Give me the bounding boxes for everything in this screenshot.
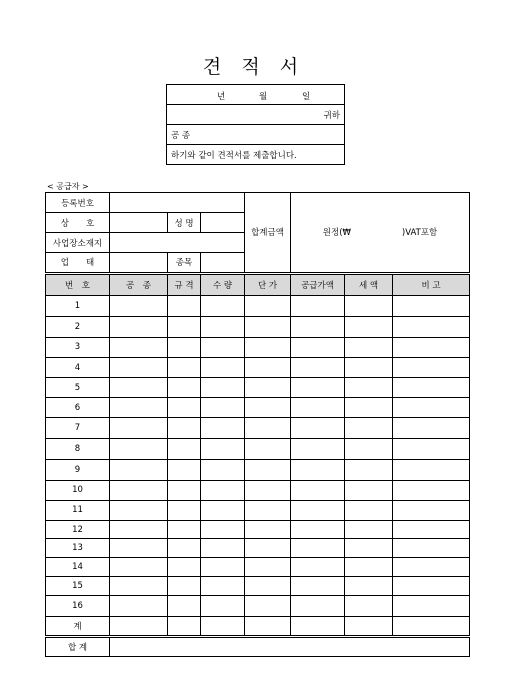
tax-cell[interactable] (345, 418, 393, 438)
row-number: 7 (46, 418, 110, 438)
supply-amount-cell[interactable] (291, 616, 345, 636)
row-number: 9 (46, 459, 110, 480)
tax-cell[interactable] (345, 500, 393, 520)
supply-amount-cell[interactable] (291, 378, 345, 398)
supply-amount-cell[interactable] (291, 480, 345, 500)
remarks-cell[interactable] (393, 316, 470, 337)
item-cell[interactable] (110, 316, 168, 337)
month-label: 월 (259, 92, 268, 102)
item-cell[interactable] (110, 500, 168, 520)
row-number: 14 (46, 558, 110, 577)
item-cell[interactable] (110, 358, 168, 378)
supplier-section-label: < 공급자 > (47, 182, 89, 191)
category-field[interactable] (201, 253, 245, 273)
remarks-cell[interactable] (393, 596, 470, 616)
reg-no-field[interactable] (110, 193, 245, 213)
remarks-cell[interactable] (393, 480, 470, 500)
row-number: 6 (46, 398, 110, 418)
table-row (46, 398, 470, 418)
quantity-cell[interactable] (201, 558, 245, 577)
spec-cell[interactable] (168, 459, 201, 480)
tax-cell[interactable] (345, 596, 393, 616)
col-tax: 세 액 (345, 273, 393, 295)
item-cell[interactable] (110, 521, 168, 539)
table-row (46, 539, 470, 558)
business-label: 업 태 (46, 253, 110, 273)
column-header-row (46, 273, 470, 295)
table-row (46, 521, 470, 539)
unit-price-cell[interactable] (245, 378, 291, 398)
quantity-cell[interactable] (201, 316, 245, 337)
address-field[interactable] (110, 233, 245, 253)
table-row (46, 358, 470, 378)
unit-price-cell[interactable] (245, 438, 291, 459)
row-number: 13 (46, 539, 110, 558)
remarks-cell[interactable] (393, 295, 470, 316)
col-unit-price: 단 가 (245, 273, 291, 295)
grand-total-label: 합 계 (46, 636, 110, 656)
tax-cell[interactable] (345, 295, 393, 316)
tax-cell[interactable] (345, 539, 393, 558)
item-cell[interactable] (110, 378, 168, 398)
row-number: 10 (46, 480, 110, 500)
supply-amount-cell[interactable] (291, 500, 345, 520)
year-label: 년 (217, 92, 226, 102)
date-cell[interactable] (167, 85, 345, 105)
table-row (46, 459, 470, 480)
unit-price-cell[interactable] (245, 577, 291, 596)
row-number: 3 (46, 337, 110, 357)
quantity-cell[interactable] (201, 378, 245, 398)
business-field[interactable] (110, 253, 168, 273)
spec-cell[interactable] (168, 616, 201, 636)
grand-total-field[interactable] (110, 636, 470, 656)
item-cell[interactable] (110, 459, 168, 480)
quantity-cell[interactable] (201, 577, 245, 596)
table-row (46, 337, 470, 357)
tax-cell[interactable] (345, 616, 393, 636)
remarks-cell[interactable] (393, 558, 470, 577)
spec-cell[interactable] (168, 596, 201, 616)
remarks-cell[interactable] (393, 459, 470, 480)
table-row (46, 295, 470, 316)
remarks-cell[interactable] (393, 358, 470, 378)
item-cell[interactable] (110, 418, 168, 438)
col-supply-amount: 공급가액 (291, 273, 345, 295)
quantity-cell[interactable] (201, 358, 245, 378)
unit-price-cell[interactable] (245, 337, 291, 357)
quantity-cell[interactable] (201, 480, 245, 500)
col-number: 번 호 (46, 273, 110, 295)
remarks-cell[interactable] (393, 378, 470, 398)
spec-cell[interactable] (168, 378, 201, 398)
unit-price-cell[interactable] (245, 418, 291, 438)
row-number: 15 (46, 577, 110, 596)
supply-amount-cell[interactable] (291, 418, 345, 438)
unit-price-cell[interactable] (245, 459, 291, 480)
quantity-cell[interactable] (201, 295, 245, 316)
supply-amount-cell[interactable] (291, 295, 345, 316)
tax-cell[interactable] (345, 480, 393, 500)
col-remarks: 비 고 (393, 273, 470, 295)
submit-cell (167, 145, 345, 165)
address-label: 사업장소재지 (46, 233, 110, 253)
unit-price-cell[interactable] (245, 500, 291, 520)
supply-amount-cell[interactable] (291, 337, 345, 357)
spec-cell[interactable] (168, 500, 201, 520)
table-row (46, 316, 470, 337)
recipient-suffix: 귀하 (323, 110, 340, 121)
row-number: 12 (46, 521, 110, 539)
spec-cell[interactable] (168, 577, 201, 596)
tax-cell[interactable] (345, 438, 393, 459)
item-cell[interactable] (110, 337, 168, 357)
supply-amount-cell[interactable] (291, 596, 345, 616)
row-number: 16 (46, 596, 110, 616)
unit-price-cell[interactable] (245, 480, 291, 500)
total-amount-field[interactable] (291, 193, 470, 274)
unit-price-cell[interactable] (245, 558, 291, 577)
item-rows (46, 295, 470, 636)
document-title: 견 적 서 (202, 56, 306, 78)
item-cell[interactable] (110, 398, 168, 418)
quantity-cell[interactable] (201, 438, 245, 459)
item-cell[interactable] (110, 596, 168, 616)
col-spec: 규 격 (168, 273, 201, 295)
quantity-cell[interactable] (201, 337, 245, 357)
remarks-cell[interactable] (393, 438, 470, 459)
unit-price-cell[interactable] (245, 398, 291, 418)
quantity-cell[interactable] (201, 418, 245, 438)
remarks-cell[interactable] (393, 577, 470, 596)
header-box (166, 84, 345, 165)
tax-cell[interactable] (345, 358, 393, 378)
grand-total-row (46, 636, 470, 656)
amount-text: 원정(₩ )VAT포함 (322, 228, 438, 239)
spec-cell[interactable] (168, 295, 201, 316)
remarks-cell[interactable] (393, 616, 470, 636)
item-cell[interactable] (110, 558, 168, 577)
tax-cell[interactable] (345, 378, 393, 398)
item-cell[interactable] (110, 295, 168, 316)
spec-cell[interactable] (168, 398, 201, 418)
tax-cell[interactable] (345, 398, 393, 418)
item-cell[interactable] (110, 539, 168, 558)
row-number: 11 (46, 500, 110, 520)
spec-cell[interactable] (168, 316, 201, 337)
quantity-cell[interactable] (201, 596, 245, 616)
spec-cell[interactable] (168, 539, 201, 558)
col-quantity: 수 량 (201, 273, 245, 295)
spec-cell[interactable] (168, 438, 201, 459)
row-number: 2 (46, 316, 110, 337)
table-row (46, 378, 470, 398)
supply-amount-cell[interactable] (291, 358, 345, 378)
company-label: 상 호 (46, 213, 110, 233)
item-cell[interactable] (110, 577, 168, 596)
table-row (46, 438, 470, 459)
row-number: 계 (46, 616, 110, 636)
name-label: 성 명 (168, 213, 201, 233)
row-number: 8 (46, 438, 110, 459)
category-label: 종목 (168, 253, 201, 273)
quantity-cell[interactable] (201, 616, 245, 636)
tax-cell[interactable] (345, 577, 393, 596)
item-cell[interactable] (167, 125, 345, 145)
spec-cell[interactable] (168, 521, 201, 539)
submit-text: 하기와 같이 견적서를 제출합니다. (171, 150, 297, 161)
tax-cell[interactable] (345, 337, 393, 357)
supply-amount-cell[interactable] (291, 539, 345, 558)
recipient-cell[interactable] (167, 105, 345, 125)
remarks-cell[interactable] (393, 418, 470, 438)
row-number: 4 (46, 358, 110, 378)
table-row (46, 480, 470, 500)
quantity-cell[interactable] (201, 459, 245, 480)
day-label: 일 (302, 92, 311, 102)
unit-price-cell[interactable] (245, 521, 291, 539)
spec-cell[interactable] (168, 337, 201, 357)
item-cell[interactable] (110, 480, 168, 500)
unit-price-cell[interactable] (245, 596, 291, 616)
quantity-cell[interactable] (201, 500, 245, 520)
item-cell[interactable] (110, 616, 168, 636)
table-row (46, 500, 470, 520)
row-number: 5 (46, 378, 110, 398)
supply-amount-cell[interactable] (291, 316, 345, 337)
supply-amount-cell[interactable] (291, 521, 345, 539)
spec-cell[interactable] (168, 480, 201, 500)
total-amount-label: 합계금액 (245, 193, 291, 274)
table-row (46, 577, 470, 596)
col-item: 공 종 (110, 273, 168, 295)
estimate-table (45, 192, 470, 657)
supply-amount-cell[interactable] (291, 398, 345, 418)
item-label: 공 종 (171, 130, 191, 141)
remarks-cell[interactable] (393, 398, 470, 418)
table-row (46, 558, 470, 577)
unit-price-cell[interactable] (245, 295, 291, 316)
tax-cell[interactable] (345, 459, 393, 480)
row-number: 1 (46, 295, 110, 316)
unit-price-cell[interactable] (245, 539, 291, 558)
table-row (46, 418, 470, 438)
remarks-cell[interactable] (393, 521, 470, 539)
tax-cell[interactable] (345, 521, 393, 539)
table-row (46, 616, 470, 636)
supply-amount-cell[interactable] (291, 438, 345, 459)
remarks-cell[interactable] (393, 539, 470, 558)
remarks-cell[interactable] (393, 500, 470, 520)
unit-price-cell[interactable] (245, 316, 291, 337)
unit-price-cell[interactable] (245, 358, 291, 378)
quantity-cell[interactable] (201, 539, 245, 558)
table-row (46, 596, 470, 616)
tax-cell[interactable] (345, 558, 393, 577)
name-field[interactable] (201, 213, 245, 233)
reg-no-label: 등록번호 (46, 193, 110, 213)
item-cell[interactable] (110, 438, 168, 459)
supply-amount-cell[interactable] (291, 558, 345, 577)
spec-cell[interactable] (168, 558, 201, 577)
spec-cell[interactable] (168, 358, 201, 378)
tax-cell[interactable] (345, 316, 393, 337)
spec-cell[interactable] (168, 418, 201, 438)
supply-amount-cell[interactable] (291, 459, 345, 480)
quantity-cell[interactable] (201, 521, 245, 539)
unit-price-cell[interactable] (245, 616, 291, 636)
company-field[interactable] (110, 213, 168, 233)
quantity-cell[interactable] (201, 398, 245, 418)
remarks-cell[interactable] (393, 337, 470, 357)
supply-amount-cell[interactable] (291, 577, 345, 596)
